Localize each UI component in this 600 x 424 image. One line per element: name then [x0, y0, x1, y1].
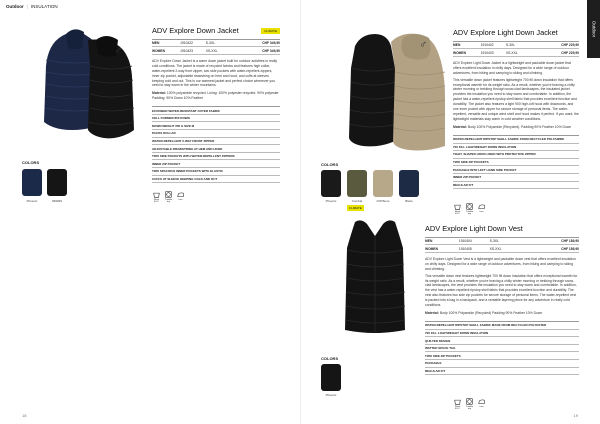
care-icons [453, 203, 486, 216]
product-photo-down-jacket [32, 26, 140, 146]
material-text: Body 100% Polyamide (Recycled). Padding 90% Feather 10% Down [467, 125, 572, 129]
sku-code: 1910404 [458, 239, 472, 244]
male-symbol: ♂ [114, 45, 123, 57]
care-item [465, 398, 474, 411]
product-material [152, 91, 280, 101]
feature-item: WATER-REPELLENT RIPSTOP SHELL FABRIC FROM RECYCLED POLYAMIDE [453, 136, 579, 144]
product-info-light-down-vest [425, 224, 579, 375]
sku-price: CHF 349,90 [262, 48, 280, 53]
sku-sizes: XS-XXL [505, 50, 518, 55]
feature-item: REGULAR FIT [425, 368, 579, 376]
color-swatch-phoenix[interactable] [321, 364, 341, 391]
sku-gender: WOMEN [425, 246, 439, 251]
climate-badge: CLIMATE [261, 28, 280, 34]
material-text: 100% polyamide recycled. Lining: 100% polyester recycled. 90% polyester Padding: 90% Down 10% Feather [152, 91, 279, 101]
feature-item: INNER ZIP POCKET [152, 160, 280, 168]
color-name: Combat [351, 199, 363, 203]
material-text: Body 100% Polyamide (Recycled) Padding 90% Feather 10% Down [439, 311, 543, 316]
feature-item: DOWN WEIGHT 350 G SIZE M [152, 122, 280, 130]
side-tab-label: Outdoor [591, 20, 596, 38]
sku-price: CHF 349,90 [262, 41, 280, 46]
iron-icon [478, 398, 485, 405]
material-label: Material: [453, 125, 467, 129]
feature-item: PACKABLE [425, 360, 579, 368]
product-description: ADV Explore Light Down Jacket is a lightweight and packable down jacket that offers excellent insulation in chilly days. Designed for a wide range of outdoor adventures, from hiking and camping to skiing and climbing. [453, 60, 571, 75]
sku-sizes: S-3XL [505, 43, 516, 48]
product-description-extended: This versatile down vest features lightweight 700 fill down insulation that offers exceptional warmth for its weight ratio. As a result, whether you're braving a chilly winter morning or trekking through snow-clad landscapes, the vest provides the insulation you need to stay warm and comfortable. In addition, the vest has a water-repellent ripstop shell fabric that provides excellent function and durability. The vest also features two side zip pockets for secure storage of personal items. The water-repellent vest is packed into a bag in a backpack, and a versatile layering piece for any adventure in really cold conditions. [425, 273, 578, 308]
material-label: Material: [425, 311, 439, 316]
care-label: Iron [479, 406, 484, 408]
sku-gender: MEN [453, 43, 461, 48]
feature-item: TWO SPACIOUS INNER POCKETS WITH ELASTIC [152, 168, 280, 176]
header-separator: | [26, 4, 28, 9]
care-item [477, 398, 486, 411]
wash-icon [454, 398, 461, 405]
care-label: Tumble dry [465, 211, 474, 216]
sku-row [453, 42, 579, 49]
care-item [176, 191, 185, 204]
care-item [453, 203, 462, 216]
product-description: ADV Explore Light Down Vest is a lightweight and packable down vest that offers excellent insulation on chilly days. Designed for a wide range of outdoor adventures, from hiking and camping to skiing and climbing. [425, 256, 576, 271]
color-name: Cliff Bone [376, 199, 390, 203]
feature-item: ADJUSTABLE DRAWSTRING AT HEM AND HOOD [152, 145, 280, 153]
tumble-dry-icon [466, 398, 473, 405]
sku-row [453, 49, 579, 56]
color-name: 999999 [51, 199, 62, 203]
sku-sizes: S-3XL [205, 41, 215, 46]
sku-gender: MEN [425, 239, 433, 244]
care-item [465, 203, 474, 216]
wash-icon [153, 191, 160, 198]
color-name: Phoenix [325, 393, 337, 397]
color-swatch-combat[interactable] [347, 170, 367, 197]
sku-code: 1910402 [480, 43, 494, 48]
page-number: 18 [22, 413, 27, 418]
sku-code: 1910403 [480, 50, 494, 55]
color-swatch-blaze[interactable] [399, 170, 419, 197]
product-material [425, 311, 579, 316]
feature-item: TWO SIDE ZIP POCKETS [425, 352, 579, 360]
male-symbol: ♂ [419, 39, 428, 51]
care-item [164, 191, 173, 204]
sku-price: CHF 189,90 [561, 239, 579, 244]
care-icons [152, 191, 185, 204]
tumble-dry-icon [466, 203, 473, 210]
sku-gender: WOMEN [152, 48, 166, 53]
care-item [152, 191, 161, 204]
feature-item: INNER ZIP POCKET [453, 174, 579, 182]
product-title: ADV Explore Light Down Jacket [453, 28, 558, 37]
header-section: INSULATION [30, 4, 58, 9]
feature-list [453, 135, 579, 189]
sku-row [425, 238, 579, 245]
care-label: Tumble dry [465, 406, 474, 411]
sku-price: CHF 189,90 [561, 246, 579, 251]
care-item [453, 398, 462, 411]
material-label: Material: [152, 91, 166, 96]
care-label: Wash 40°C [153, 199, 160, 204]
color-swatch-black[interactable] [47, 169, 67, 196]
sku-sizes: S-3XL [489, 239, 499, 244]
feature-item: REGULAR FIT [453, 182, 579, 190]
feature-item: TWO SIDE ZIP POCKETS [453, 159, 579, 167]
feature-item: ECOFIBER WATER-RESISTANT OUTER FABRIC [152, 107, 280, 115]
care-label: Tumble dry [164, 199, 173, 204]
product-material [453, 125, 579, 130]
sku-sizes: XS-XXL [205, 48, 218, 53]
care-label: Iron [178, 199, 183, 201]
feature-list [152, 106, 280, 183]
feature-item: TIGHT, SHAPED HOOD LINED WITH PROTECTIVE ZIPPER [453, 151, 579, 159]
sku-code: 1910422 [180, 41, 193, 46]
feature-item: WATTED SPACE TAG [425, 345, 579, 353]
color-swatch-phoenix[interactable] [321, 170, 341, 197]
sku-row [152, 40, 280, 47]
feature-item: QUILTED DESIGN [425, 337, 579, 345]
care-label: Iron [479, 211, 484, 213]
iron-icon [177, 191, 184, 198]
sku-gender: WOMEN [453, 50, 467, 55]
header-category: Outdoor [6, 4, 24, 9]
sku-code: 1910423 [180, 48, 193, 53]
color-swatch-cliff-bone[interactable] [373, 170, 393, 197]
right-page [300, 0, 600, 424]
sku-table [453, 41, 579, 57]
sku-sizes: XS-XXL [489, 246, 502, 251]
tumble-dry-icon [165, 191, 172, 198]
feature-item: PACKABLE INTO LEFT HAND SIDE POCKET [453, 166, 579, 174]
feature-item: CELL FORMER 850 DOWN [152, 115, 280, 123]
product-title: ADV Explore Down Jacket [152, 26, 239, 35]
sku-gender: MEN [152, 41, 160, 46]
wash-icon [454, 203, 461, 210]
color-name: Phoenix [26, 199, 38, 203]
care-icons [453, 398, 486, 411]
section-side-tab [587, 0, 600, 58]
colors-label: COLORS [321, 356, 339, 361]
feature-list [425, 321, 579, 375]
colors-label: COLORS [321, 162, 339, 167]
iron-icon [478, 203, 485, 210]
colors-label: COLORS [22, 160, 40, 165]
sku-price: CHF 229,90 [561, 43, 579, 48]
sku-table [425, 237, 579, 253]
sku-row [425, 245, 579, 252]
feature-item: WATER-REPELLENT 2-WAY FRONT ZIPPER [152, 138, 280, 146]
sku-code: 1910405 [458, 246, 472, 251]
page-number: 19 [573, 413, 578, 418]
product-info-light-down-jacket [453, 28, 579, 189]
color-name: Phoenix [325, 199, 337, 203]
product-photo-light-down-vest [341, 218, 409, 336]
feature-item: WATER-REPELLENT RIPSTOP SHELL FABRIC MADE FROM RECYCLED POLYESTER [425, 322, 579, 330]
product-info-down-jacket [152, 26, 280, 183]
product-description: ADV Explore Down Jacket is a warm down jacket built for outdoor activities in really cold conditions. The jacket is made of recycled fabrics and features high collar, water-repellent 2-way front zipper, two side pockets with water-repellent zippers, inner zip pocket, adjustable drawstring on hem and hood, and cuffs at sleeves keeping cold and out. This is our warmest jacket and perfect choice whenever you need to stay warm in the winter mountains. [152, 58, 278, 88]
feature-item: CUFFS AT SLEEVE KEEPING COLD AND OUT [152, 176, 280, 184]
color-climate-tag: CLIMATE [349, 206, 362, 210]
sku-table [152, 39, 280, 55]
header [6, 4, 58, 9]
feature-item: 700 FILL LIGHTWEIGHT DOWN INSULATION [453, 144, 579, 152]
care-label: Wash 40°C [454, 211, 461, 216]
color-swatch-phoenix[interactable] [22, 169, 42, 196]
feature-item: 700 FILL LIGHTWEIGHT DOWN INSULATION [425, 330, 579, 338]
care-item [477, 203, 486, 216]
sku-row [152, 47, 280, 54]
product-photo-light-down-jacket [341, 28, 451, 154]
feature-item: PACKS DOLLAR [152, 130, 280, 138]
product-title: ADV Explore Light Down Vest [425, 224, 523, 233]
sku-price: CHF 229,90 [561, 50, 579, 55]
feature-item: TWO SIDE POCKETS WITH WATER-REPELLENT ZIPPERS [152, 153, 280, 161]
product-description-extended: This versatile down jacket features lightweight 700 fill down insulation that offers exceptional warmth for its weight ratio. As a result, whether you're braving a chilly winter morning or trekking through snow-clad landscapes, the insulated jacket provides the insulation you need to stay warm and comfortable. In addition, the jacket has a water-repellent ripstop shell fabric that provides excellent function and durability. The jacket also features a light 900 high-loft hood with drawcords, and one inner pocket with zipper for secure storage of personal items. The water-repellent, versatile and unique wind shell and hood makes it perfect. If you want, the lightweight materials stay warm in cold weather conditions. [453, 77, 579, 122]
color-name: Blaze [405, 199, 413, 203]
care-label: Wash 40°C [454, 406, 461, 411]
